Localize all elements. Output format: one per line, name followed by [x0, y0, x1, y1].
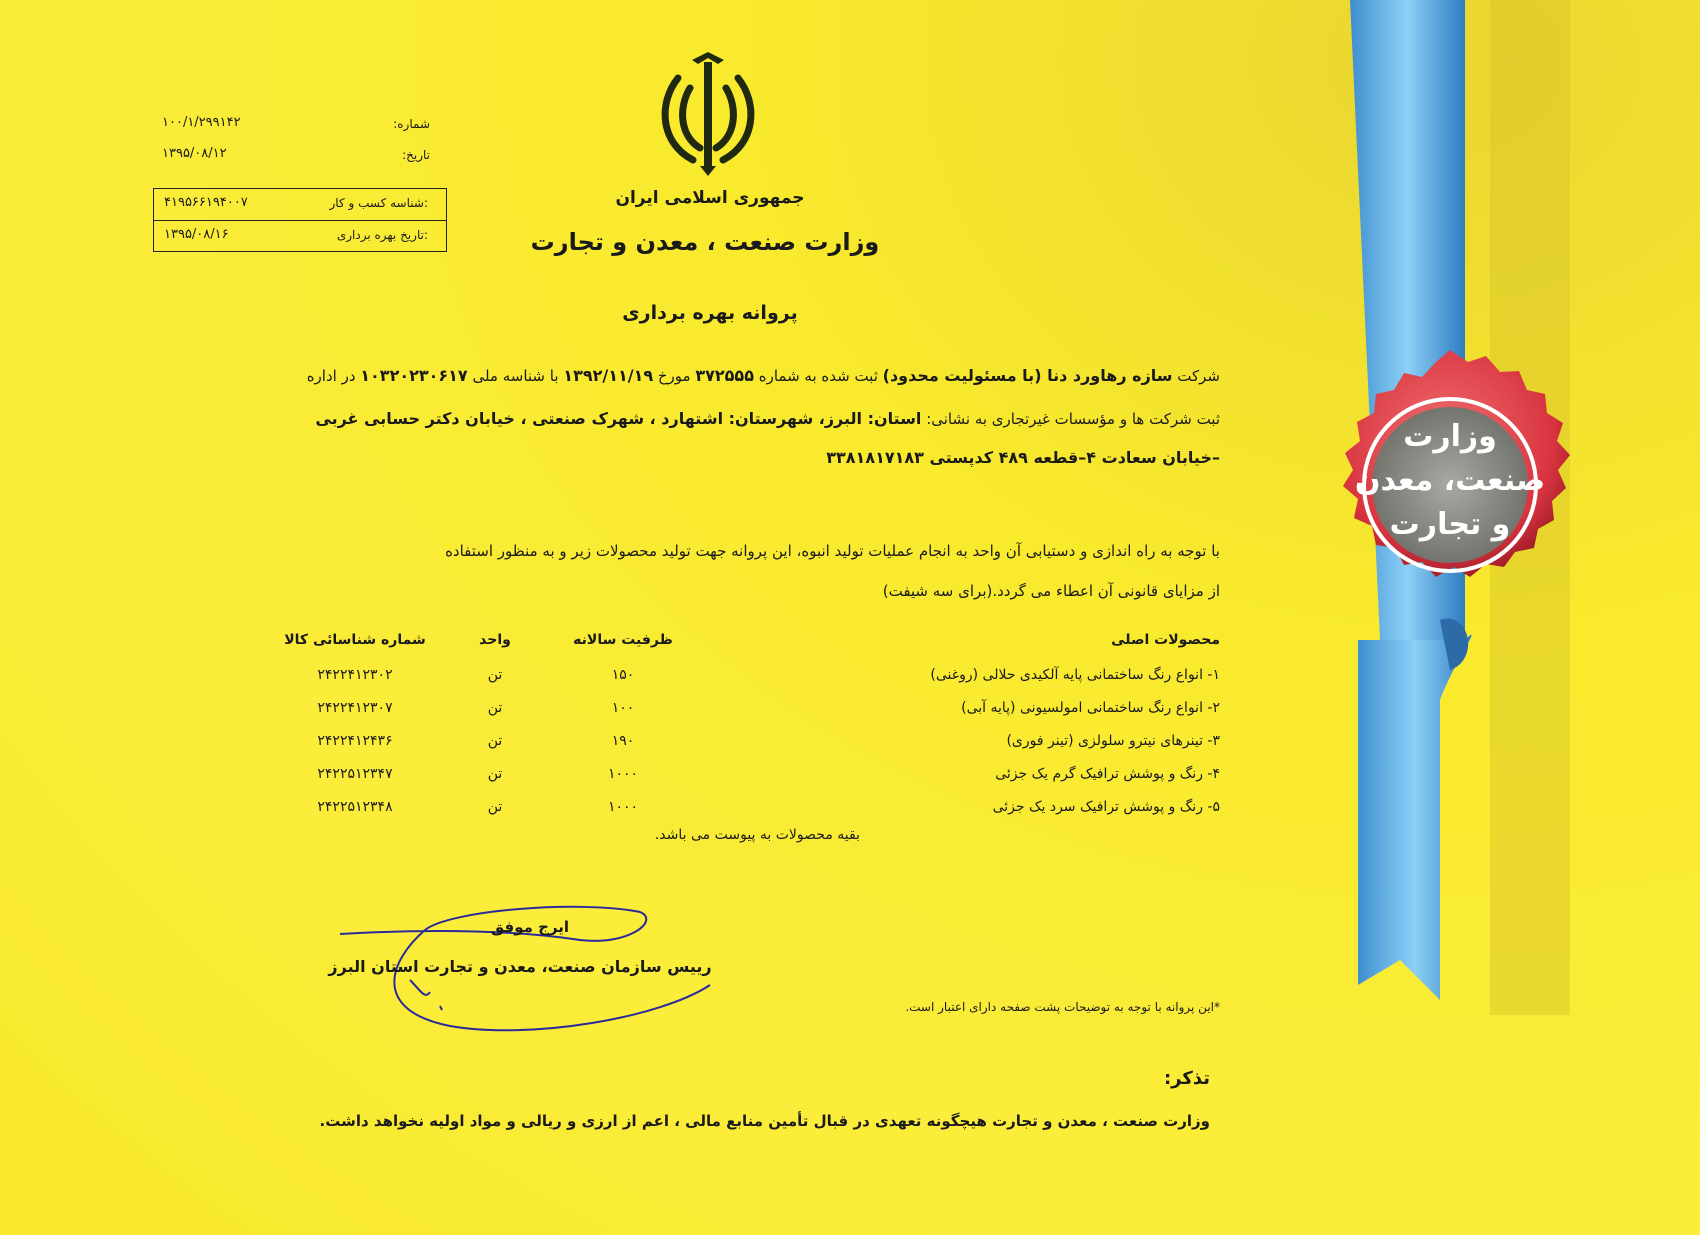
product-unit: تن	[487, 700, 503, 716]
product-name: ۲- انواع رنگ ساختمانی امولسیونی (پایه آبی)	[961, 700, 1220, 716]
grant-line-1: با توجه به راه اندازی و دستیابی آن واحد به انجام عملیات تولید انبوه، این پروانه جهت تولید محصولات زیر و به منظور استفاده	[445, 542, 1220, 560]
product-unit: تن	[487, 766, 503, 782]
registration-date: ۱۳۹۲/۱۱/۱۹	[563, 366, 654, 385]
address-line-1	[200, 405, 1220, 433]
product-code: ۲۴۲۲۴۱۲۴۳۶	[317, 733, 393, 749]
registration-number: ۳۷۲۵۵۵	[695, 366, 754, 385]
signer-title: رییس سازمان صنعت، معدن و تجارت استان البرز	[328, 957, 712, 976]
product-name: ۵- رنگ و پوشش ترافیک سرد یک جزئی	[992, 799, 1220, 815]
address-line-2	[200, 444, 1220, 472]
product-unit: تن	[487, 667, 503, 683]
body-text: شرکت	[1172, 367, 1220, 385]
body-text: با شناسه ملی	[467, 367, 564, 385]
product-name: ۱- انواع رنگ ساختمانی پایه آلکیدی حلالی (روغنی)	[930, 667, 1220, 683]
company-line	[200, 362, 1220, 390]
business-id-label: شناسه کسب و کار:	[329, 196, 428, 210]
product-capacity: ۱۰۰۰	[607, 766, 639, 782]
product-capacity: ۱۰۰۰	[607, 799, 639, 815]
company-name: سازه رهاورد دنا (با مسئولیت محدود)	[882, 366, 1173, 385]
address-part-2: –خیابان سعادت ۴–قطعه ۴۸۹ کدپستی ۳۳۸۱۸۱۷۱۸۳	[826, 448, 1220, 467]
product-unit: تن	[487, 733, 503, 749]
republic-heading: جمهوری اسلامی ایران	[615, 188, 805, 208]
product-code: ۲۴۲۲۴۱۲۳۰۲	[317, 667, 393, 683]
product-capacity: ۱۰۰	[611, 700, 635, 716]
iran-emblem-icon	[648, 48, 768, 178]
product-code: ۲۴۲۲۴۱۲۳۰۷	[317, 700, 393, 716]
header-code: شماره شناسائی کالا	[284, 632, 426, 648]
header-unit: واحد	[479, 632, 511, 648]
operation-date-label: تاریخ بهره برداری:	[336, 228, 428, 242]
seal-line-3: و تجارت	[1389, 507, 1511, 542]
date-label: تاریخ:	[402, 148, 430, 162]
operation-date-row	[154, 220, 446, 252]
table-footnote: بقیه محصولات به پیوست می باشد.	[654, 827, 860, 843]
business-info-box	[153, 188, 447, 252]
reminder-text: وزارت صنعت ، معدن و تجارت هیچگونه تعهدی در قبال تأمین منابع مالی ، اعم از ارزی و ریالی و مواد اولیه نخواهد داشت.	[319, 1112, 1210, 1130]
product-name: ۳- تینرهای نیترو سلولزی (تینر فوری)	[1006, 733, 1220, 749]
business-id-row	[154, 189, 446, 220]
seal-line-2: صنعت، معدن	[1354, 463, 1546, 498]
grant-line-2: از مزایای قانونی آن اعطاء می گردد.(برای سه شیفت)	[882, 582, 1220, 600]
seal-line-1: وزارت	[1403, 419, 1497, 454]
body-text: در اداره	[306, 367, 361, 385]
product-capacity: ۱۹۰	[611, 733, 635, 749]
product-code: ۲۴۲۲۵۱۲۳۴۸	[317, 799, 393, 815]
header-product: محصولات اصلی	[1111, 632, 1220, 648]
operation-date-value: ۱۳۹۵/۰۸/۱۶	[164, 227, 229, 242]
product-name: ۴- رنگ و پوشش ترافیک گرم یک جزئی	[995, 766, 1220, 782]
product-code: ۲۴۲۲۵۱۲۳۴۷	[317, 766, 393, 782]
number-value: ۱۰۰/۱/۲۹۹۱۴۲	[162, 115, 241, 130]
national-id: ۱۰۳۲۰۲۳۰۶۱۷	[360, 366, 468, 385]
business-id-value: ۴۱۹۵۶۶۱۹۴۰۰۷	[164, 195, 248, 210]
header-capacity: ظرفیت سالانه	[573, 632, 673, 648]
date-value: ۱۳۹۵/۰۸/۱۲	[162, 146, 227, 161]
product-unit: تن	[487, 799, 503, 815]
body-text: مورخ	[653, 367, 696, 385]
body-text: ثبت شرکت ها و مؤسسات غیرتجاری به نشانی:	[921, 410, 1220, 428]
signer-name: ایرج موفق	[490, 918, 570, 936]
ministry-heading: وزارت صنعت ، معدن و تجارت	[530, 228, 880, 256]
number-label: شماره:	[393, 117, 430, 131]
reminder-title: تذکر:	[1163, 1068, 1210, 1089]
ribbon-seal	[1290, 0, 1610, 1015]
product-capacity: ۱۵۰	[611, 667, 635, 683]
address-part-1: استان: البرز، شهرستان: اشتهارد ، شهرک صنعتی ، خیابان دکتر حسابی غربی	[315, 409, 922, 428]
body-text: ثبت شده به شماره	[753, 367, 883, 385]
seal-text	[1330, 415, 1570, 547]
validity-note: *این پروانه با توجه به توضیحات پشت صفحه دارای اعتبار است.	[905, 1000, 1220, 1014]
document-title: پروانه بهره برداری	[622, 302, 798, 324]
